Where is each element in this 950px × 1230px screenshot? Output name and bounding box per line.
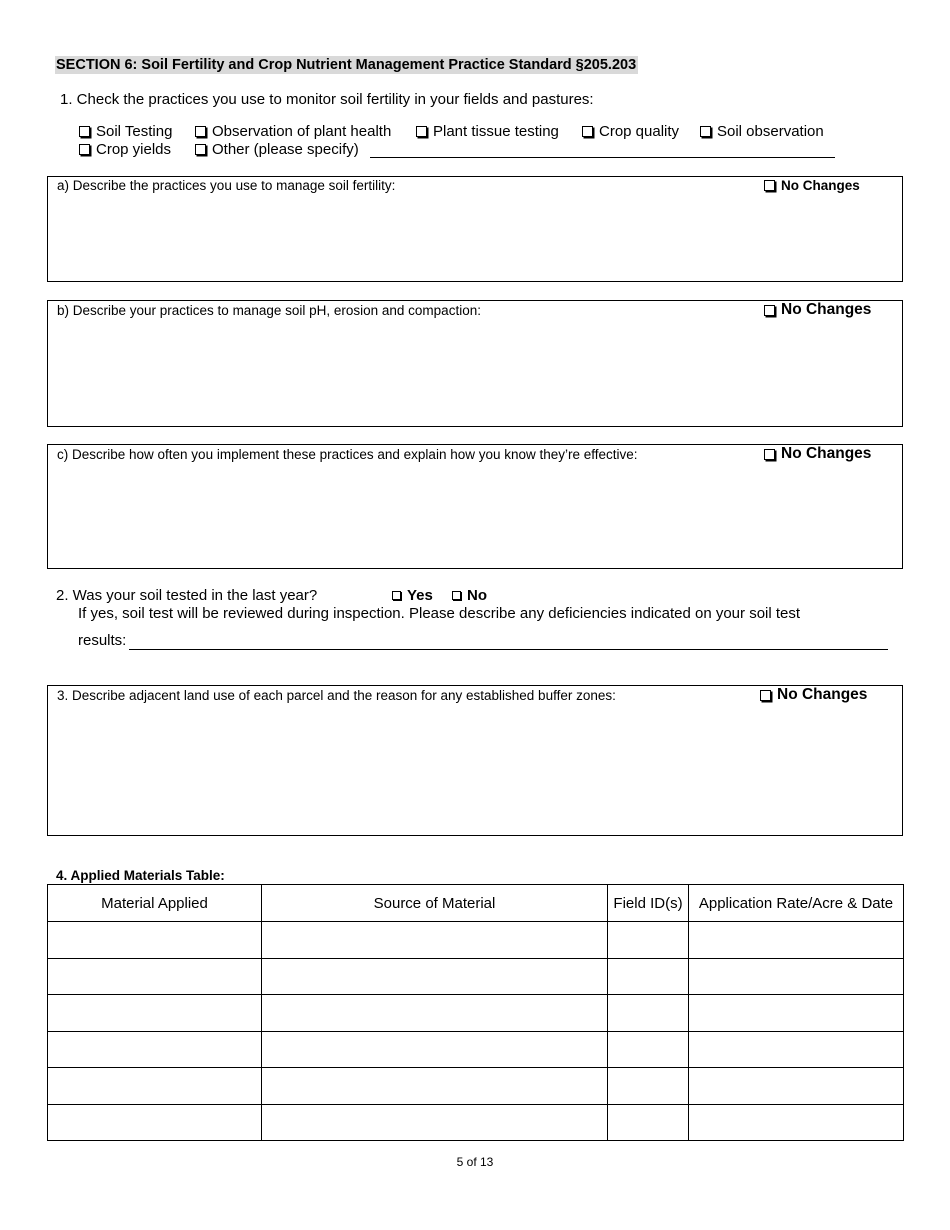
no-changes-a[interactable]: No Changes — [764, 178, 860, 193]
no-changes-c[interactable]: No Changes — [764, 445, 871, 463]
table-cell[interactable] — [262, 1068, 608, 1105]
applied-materials-title: 4. Applied Materials Table: — [56, 868, 225, 883]
table-cell[interactable] — [262, 1104, 608, 1141]
checkbox-icon[interactable] — [764, 180, 775, 191]
checkbox-icon[interactable] — [764, 449, 775, 460]
checkbox-icon[interactable] — [452, 591, 461, 600]
option-soil-observation[interactable]: Soil observation — [700, 123, 824, 140]
header-material-applied: Material Applied — [48, 885, 262, 922]
table-cell[interactable] — [689, 995, 904, 1032]
checkbox-icon[interactable] — [416, 126, 427, 137]
option-crop-quality[interactable]: Crop quality — [582, 123, 679, 140]
checkbox-icon[interactable] — [700, 126, 711, 137]
question-2-text: 2. Was your soil tested in the last year? — [56, 587, 318, 604]
table-cell[interactable] — [689, 958, 904, 995]
option-crop-yields[interactable]: Crop yields — [79, 141, 171, 158]
table-cell[interactable] — [48, 1031, 262, 1068]
q2-yes-option[interactable]: Yes — [392, 587, 433, 604]
other-specify-line[interactable] — [370, 142, 835, 158]
header-source-of-material: Source of Material — [262, 885, 608, 922]
no-changes-b[interactable]: No Changes — [764, 301, 871, 319]
page-number: 5 of 13 — [456, 1155, 494, 1169]
table-cell[interactable] — [262, 1031, 608, 1068]
box-b-label: b) Describe your practices to manage soil pH, erosion and compaction: — [57, 303, 481, 318]
table-cell[interactable] — [48, 1104, 262, 1141]
box-c-label: c) Describe how often you implement these practices and explain how you know they’re effective: — [57, 447, 638, 462]
table-row — [48, 995, 904, 1032]
table-row — [48, 922, 904, 959]
adjacent-land-use-box[interactable] — [47, 685, 903, 836]
table-cell[interactable] — [608, 1104, 689, 1141]
table-cell[interactable] — [689, 922, 904, 959]
checkbox-icon[interactable] — [392, 591, 401, 600]
table-cell[interactable] — [262, 922, 608, 959]
question-1-text: 1. Check the practices you use to monitor soil fertility in your fields and pastures: — [60, 91, 594, 108]
applied-materials-table — [47, 884, 904, 1141]
checkbox-icon[interactable] — [79, 144, 90, 155]
table-cell[interactable] — [608, 1068, 689, 1105]
table-cell[interactable] — [608, 922, 689, 959]
table-row — [48, 1068, 904, 1105]
table-cell[interactable] — [48, 1068, 262, 1105]
question-3-label: 3. Describe adjacent land use of each parcel and the reason for any established buffer zones: — [57, 688, 616, 703]
checkbox-icon[interactable] — [582, 126, 593, 137]
table-cell[interactable] — [689, 1068, 904, 1105]
q2-results-label: results: — [78, 632, 127, 649]
table-header-row — [48, 885, 904, 922]
option-observation-plant-health[interactable]: Observation of plant health — [195, 123, 391, 140]
table-row — [48, 1031, 904, 1068]
table-row — [48, 1104, 904, 1141]
table-cell[interactable] — [262, 958, 608, 995]
section-title: SECTION 6: Soil Fertility and Crop Nutrient Management Practice Standard §205.203 — [56, 57, 637, 73]
checkbox-icon[interactable] — [79, 126, 90, 137]
no-changes-3[interactable]: No Changes — [760, 686, 867, 704]
table-row — [48, 958, 904, 995]
soil-ph-erosion-box[interactable] — [47, 300, 903, 427]
table-cell[interactable] — [689, 1104, 904, 1141]
table-cell[interactable] — [48, 922, 262, 959]
checkbox-icon[interactable] — [195, 144, 206, 155]
checkbox-icon[interactable] — [760, 690, 771, 701]
header-application-rate: Application Rate/Acre & Date — [689, 885, 904, 922]
table-cell[interactable] — [48, 958, 262, 995]
option-plant-tissue-testing[interactable]: Plant tissue testing — [416, 123, 559, 140]
q2-results-line[interactable] — [129, 634, 888, 650]
header-field-ids: Field ID(s) — [608, 885, 689, 922]
table-cell[interactable] — [689, 1031, 904, 1068]
checkbox-icon[interactable] — [764, 305, 775, 316]
option-soil-testing[interactable]: Soil Testing — [79, 123, 172, 140]
table-cell[interactable] — [608, 995, 689, 1032]
practices-soil-fertility-box[interactable] — [47, 176, 903, 282]
table-cell[interactable] — [608, 958, 689, 995]
q2-instructions: If yes, soil test will be reviewed during inspection. Please describe any deficiencies indicated on your soil test — [78, 605, 801, 622]
q2-no-option[interactable]: No — [452, 587, 487, 604]
practice-frequency-box[interactable] — [47, 444, 903, 569]
option-other[interactable]: Other (please specify) — [195, 141, 359, 158]
table-cell[interactable] — [608, 1031, 689, 1068]
table-cell[interactable] — [262, 995, 608, 1032]
box-a-label: a) Describe the practices you use to manage soil fertility: — [57, 178, 396, 193]
table-cell[interactable] — [48, 995, 262, 1032]
checkbox-icon[interactable] — [195, 126, 206, 137]
